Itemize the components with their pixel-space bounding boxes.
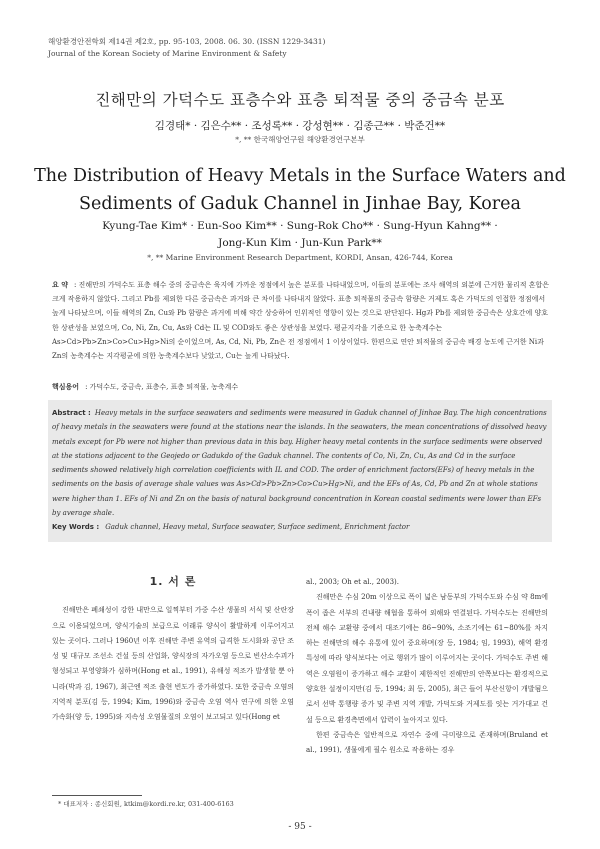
footnote: * 대표저자 : 종신회원, ktkim@kordi.re.kr, 031-400-6163 (58, 800, 234, 808)
korean-abstract-text: : 진해만의 가덕수도 표층 해수 중의 중금속은 육지에 가까운 정점에서 높은 분포를 나타내었으며, 이들의 분포에는 조사 해역의 외분에 근거한 물리적 혼합은 크게 작용하지 않았다. 그리고 Pb를 제외한 다른 중금속은 과거와 큰 차이를 나타내지 않았다. 표층 퇴적물의 중금속 함량은 거제도 혹은 가덕도의 인접한 정점에서 높게 나타났으며, 이들 해역의 Zn, Cu와 Pb 함량은 과거에 비해 약간 상승하여 인위적인 영향이 있는 것으로 판단된다. Hg과 Pb를 제외한 중금속은 상호간에 양호한 상관성을 보였으며, Co, Ni, Zn, Cu, As와 Cd는 IL 및 COD와도 좋은 상관성을 보였다. 평균지각을 기준으로 한 농축계수는 As>Cd>Pb>Zn>Co>Cu>Hg>Ni의 순이었으며, As, Cd, Ni, Pb, Zn은 전 정점에서 1 이상이었다. 한편으로 연안 퇴적물의 중금속 배경 농도에 근거한 Ni과 Zn의 농축계수는 지각평균에 의한 농축계수보다 낮았고, Cu는 높게 나타났다. (52, 281, 550, 361)
korean-title: 진해만의 가덕수도 표층수와 표층 퇴적물 중의 중금속 분포 (95, 91, 505, 109)
korean-keywords (52, 380, 552, 394)
body-paragraph: 진해만은 폐쇄성이 강한 내만으로 일찍부터 가중 수산 생물의 서식 및 산란장으로 이용되었으며, 양식기술의 보급으로 이래류 양식이 활발하게 이루어지고 있는 곳이다. 그러나 1960년 이후 진해만 주변 유역의 급격한 도시화와 공단 조성 및 대규모 조선소 건설 등의 산업화, 양식장의 자가오염 등으로 빈산소수괴가 형성되고 부영양화가 심하며(Hong et al., 1991), 유해성 적조가 발생할 뿐 아니라(박과 김, 1967), 최근엔 적조 출현 빈도가 증가하였다. 또한 중금속 오염의 지역적 분포(김 등, 1994; Kim, 1996)와 중금속 오염 역사 연구에 의한 오염 가속화(양 등, 1995)와 지속성 오염물질의 오염이 보고되고 있다(Hong et (52, 606, 294, 722)
english-keywords (52, 520, 550, 534)
english-title-line-2: Sediments of Gaduk Channel in Jinhae Bay, Korea (79, 194, 521, 214)
korean-keywords-text: : 가덕수도, 중금속, 표층수, 표층 퇴적물, 농축계수 (85, 383, 239, 391)
english-keywords-text: Gaduk channel, Heavy metal, Surface seawater, Surface sediment, Enrichment factor (105, 523, 410, 531)
section-heading-introduction: 1. 서 론 (149, 575, 197, 588)
journal-line-2: Journal of the Korean Society of Marine Environment & Safety (48, 49, 287, 58)
english-abstract-text: Heavy metals in the surface seawaters and sediments were measured in Gaduk channel of Jinhae Bay. The high concentrations of heavy metals in the seawaters were found at the stations near the islands. In the seawaters, the mean concentrations of dissolved heavy metals except for Pb were not higher than previous data in this bay. Higher heavy metal contents in the surface sediments were observed at the stations adjacent to the Geojedo or Gadukdo of the Gaduk channel. The contents of Co, Ni, Zn, Cu, As and Cd in the surface sediments showed relatively high correlation coefficients with IL and COD. The order of enrichment factors(EFs) of heavy metals in the sediments on the basis of average shale values was As>Cd>Pb>Zn>Co>Cu>Hg>Ni, and the EFs of As, Cd, Pb and Zn at whole stations were higher than 1. EFs of Ni and Zn on the basis of natural background concentration in Korean coastal sediments were lower than EFs by average shale. (52, 409, 547, 518)
korean-affiliation: *, ** 한국해양연구원 해양환경연구본부 (235, 135, 365, 144)
english-abstract-label: Abstract : (52, 409, 91, 417)
english-abstract (52, 406, 550, 520)
korean-authors: 김경태* · 김은수** · 조성록** · 강성현** · 김종근** · 박준건** (154, 120, 446, 132)
korean-keywords-label: 핵심용어 (52, 383, 80, 391)
body-paragraph: 한편 중금속은 일반적으로 자연수 중에 극미량으로 존재하며(Bruland et al., 1991), 생물에게 필수 원소로 작용하는 경우 (306, 730, 548, 755)
english-keywords-label: Key Words : (52, 523, 100, 531)
left-column (52, 570, 294, 726)
body-paragraph: al., 2003; Oh et al., 2003). (306, 578, 399, 586)
korean-abstract-label: 요 약 (52, 281, 68, 289)
body-paragraph: 진해만은 수심 20m 이상으로 폭이 넓은 남동부의 가덕수도와 수심 약 8m에 폭이 좁은 서부의 견내량 해협을 통하여 외해와 연결된다. 가덕수도는 진해만의 전체 해수 교환량 중에서 대조기에는 86~90%, 소조기에는 61~80%를 차지하는 진해만의 해수 유통에 있어 중요하며(장 등, 1984; 임, 1993), 해역 환경 특성에 따라 양식보다는 어로 행위가 많이 이루어지는 곳이다. 가덕수도 주변 해역은 오염원이 증가하고 해수 교환이 제한적인 진해만의 안쪽보다는 환경적으로 양호한 설정이지만(김 등, 1994; 최 등, 2005), 최근 들어 부산신항이 개발됨으로서 선박 통행량 증가 및 주변 지역 개발, 가덕도와 거제도를 잇는 거가대교 건설 등으로 환경측면에서 압력이 높아지고 있다. (306, 593, 548, 724)
page-number: - 95 - (288, 822, 312, 832)
right-column (306, 575, 548, 759)
english-title (0, 162, 600, 218)
footnote-rule (52, 795, 142, 796)
journal-line-1: 해양환경안전학회 제14권 제2호, pp. 95-103, 2008. 06. 30. (ISSN 1229-3431) (48, 37, 326, 46)
english-title-line-1: The Distribution of Heavy Metals in the Surface Waters and (34, 166, 566, 186)
english-authors-line-2: Jong-Kun Kim · Jun-Kun Park** (218, 237, 382, 249)
journal-info (48, 36, 325, 60)
english-authors-line-1: Kyung-Tae Kim* · Eun-Soo Kim** · Sung-Rok Cho** · Sung-Hyun Kahng** · (102, 220, 498, 232)
english-affiliation: *, ** Marine Environment Research Department, KORDI, Ansan, 426-744, Korea (147, 253, 453, 262)
english-authors (0, 218, 600, 252)
korean-abstract (52, 278, 552, 363)
